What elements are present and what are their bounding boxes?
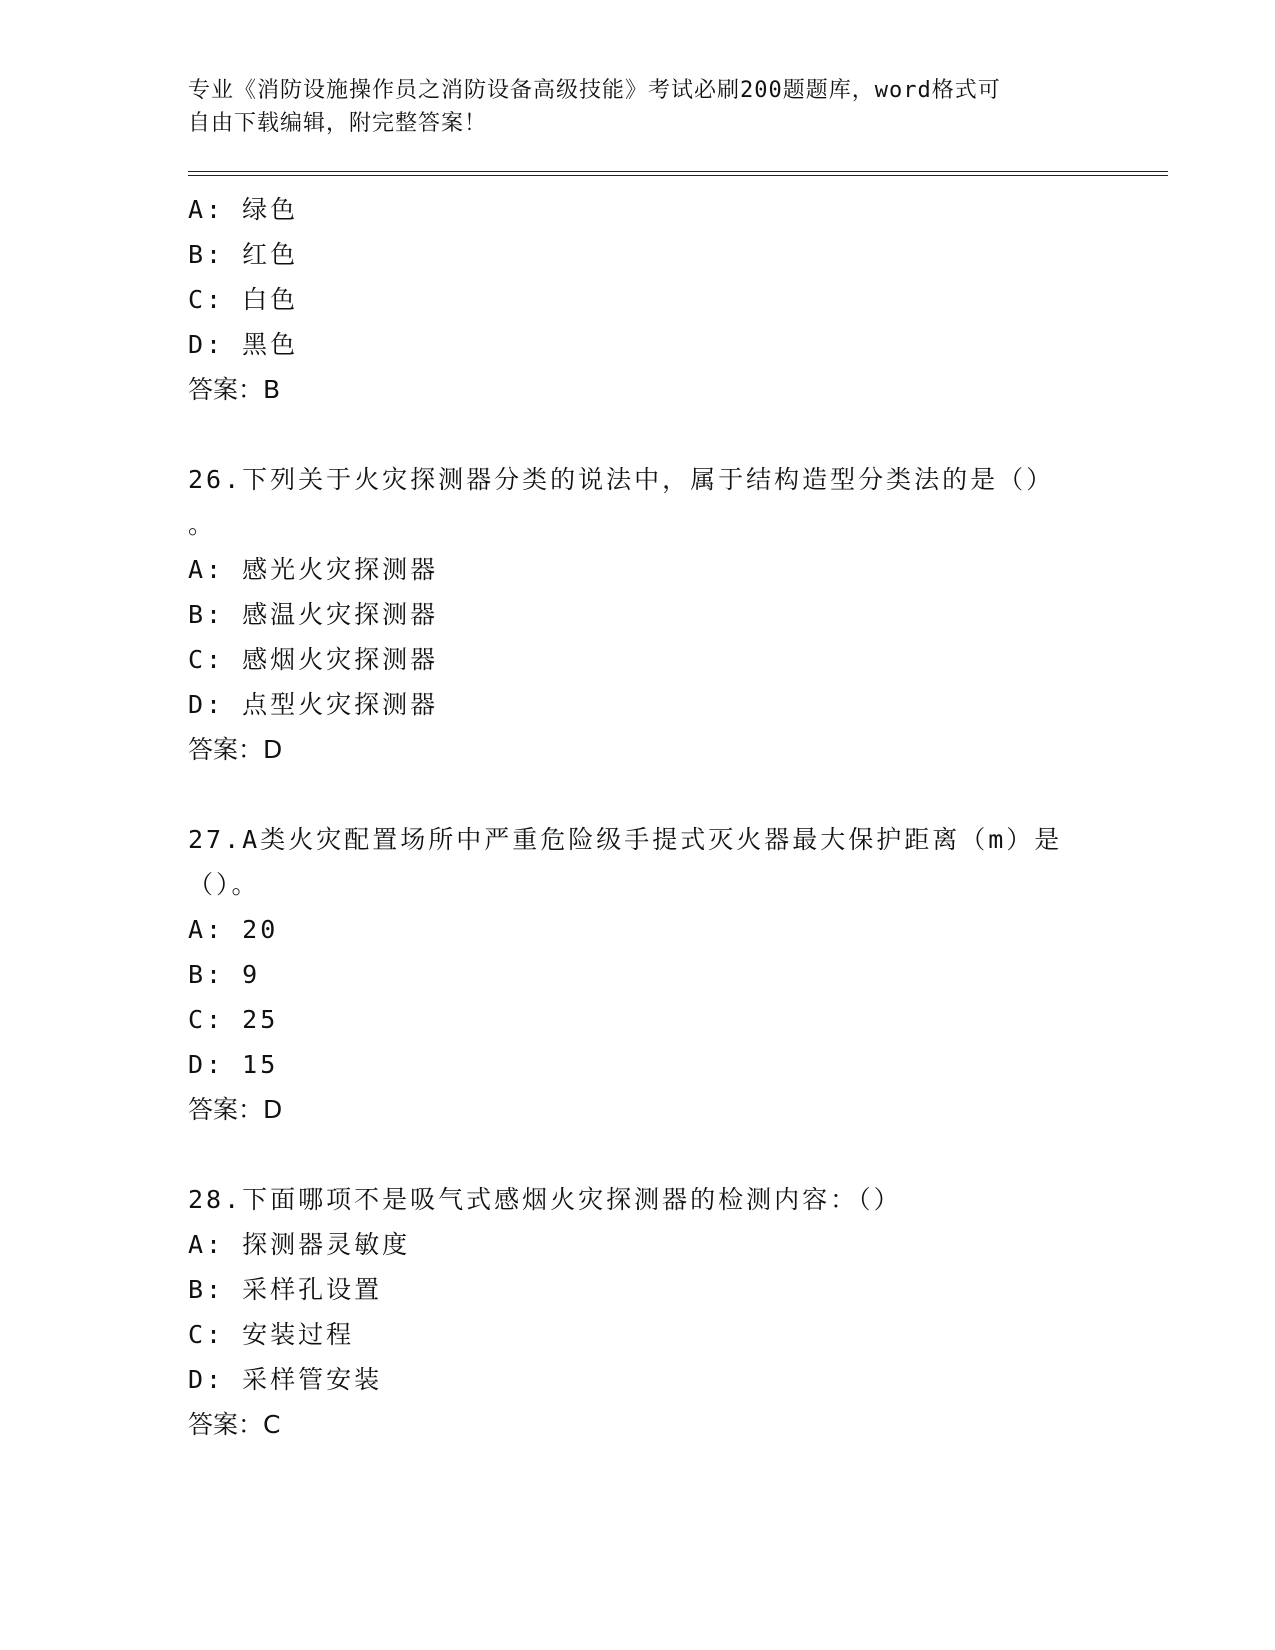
- option-b: B: 采样孔设置: [188, 1275, 383, 1304]
- option-c: C: 白色: [188, 285, 299, 314]
- option-a: A: 感光火灾探测器: [188, 555, 439, 584]
- question-stem-continued: （）。: [188, 870, 260, 899]
- option-d: D: 点型火灾探测器: [188, 690, 439, 719]
- option-d: D: 采样管安装: [188, 1365, 383, 1394]
- option-b: B: 9: [188, 960, 261, 989]
- option-c: C: 25: [188, 1005, 279, 1034]
- answer: 答案：D: [188, 1095, 283, 1124]
- answer: 答案：B: [188, 375, 281, 404]
- question-stem-continued: 。: [188, 510, 217, 539]
- option-d: D: 15: [188, 1050, 279, 1079]
- question-stem: 28.下面哪项不是吸气式感烟火灾探测器的检测内容：（）: [188, 1185, 902, 1214]
- header-divider-top: [188, 171, 1168, 172]
- option-c: C: 感烟火灾探测器: [188, 645, 439, 674]
- document-header: [188, 74, 1088, 140]
- answer: 答案：C: [188, 1410, 281, 1439]
- option-c: C: 安装过程: [188, 1320, 355, 1349]
- question-stem: 27.A类火灾配置场所中严重危险级手提式灭火器最大保护距离（m）是: [188, 825, 1063, 854]
- option-a: A: 20: [188, 915, 279, 944]
- question-stem: 26.下列关于火灾探测器分类的说法中，属于结构造型分类法的是（）: [188, 465, 1055, 494]
- header-line-1: 专业《消防设施操作员之消防设备高级技能》考试必刷200题题库，word格式可: [188, 78, 1001, 103]
- option-a: A: 探测器灵敏度: [188, 1230, 411, 1259]
- option-b: B: 红色: [188, 240, 299, 269]
- option-b: B: 感温火灾探测器: [188, 600, 439, 629]
- header-line-2: 自由下载编辑，附完整答案！: [188, 111, 488, 136]
- option-d: D: 黑色: [188, 330, 299, 359]
- header-divider-bottom: [188, 175, 1168, 176]
- option-a: A: 绿色: [188, 195, 299, 224]
- answer: 答案：D: [188, 735, 283, 764]
